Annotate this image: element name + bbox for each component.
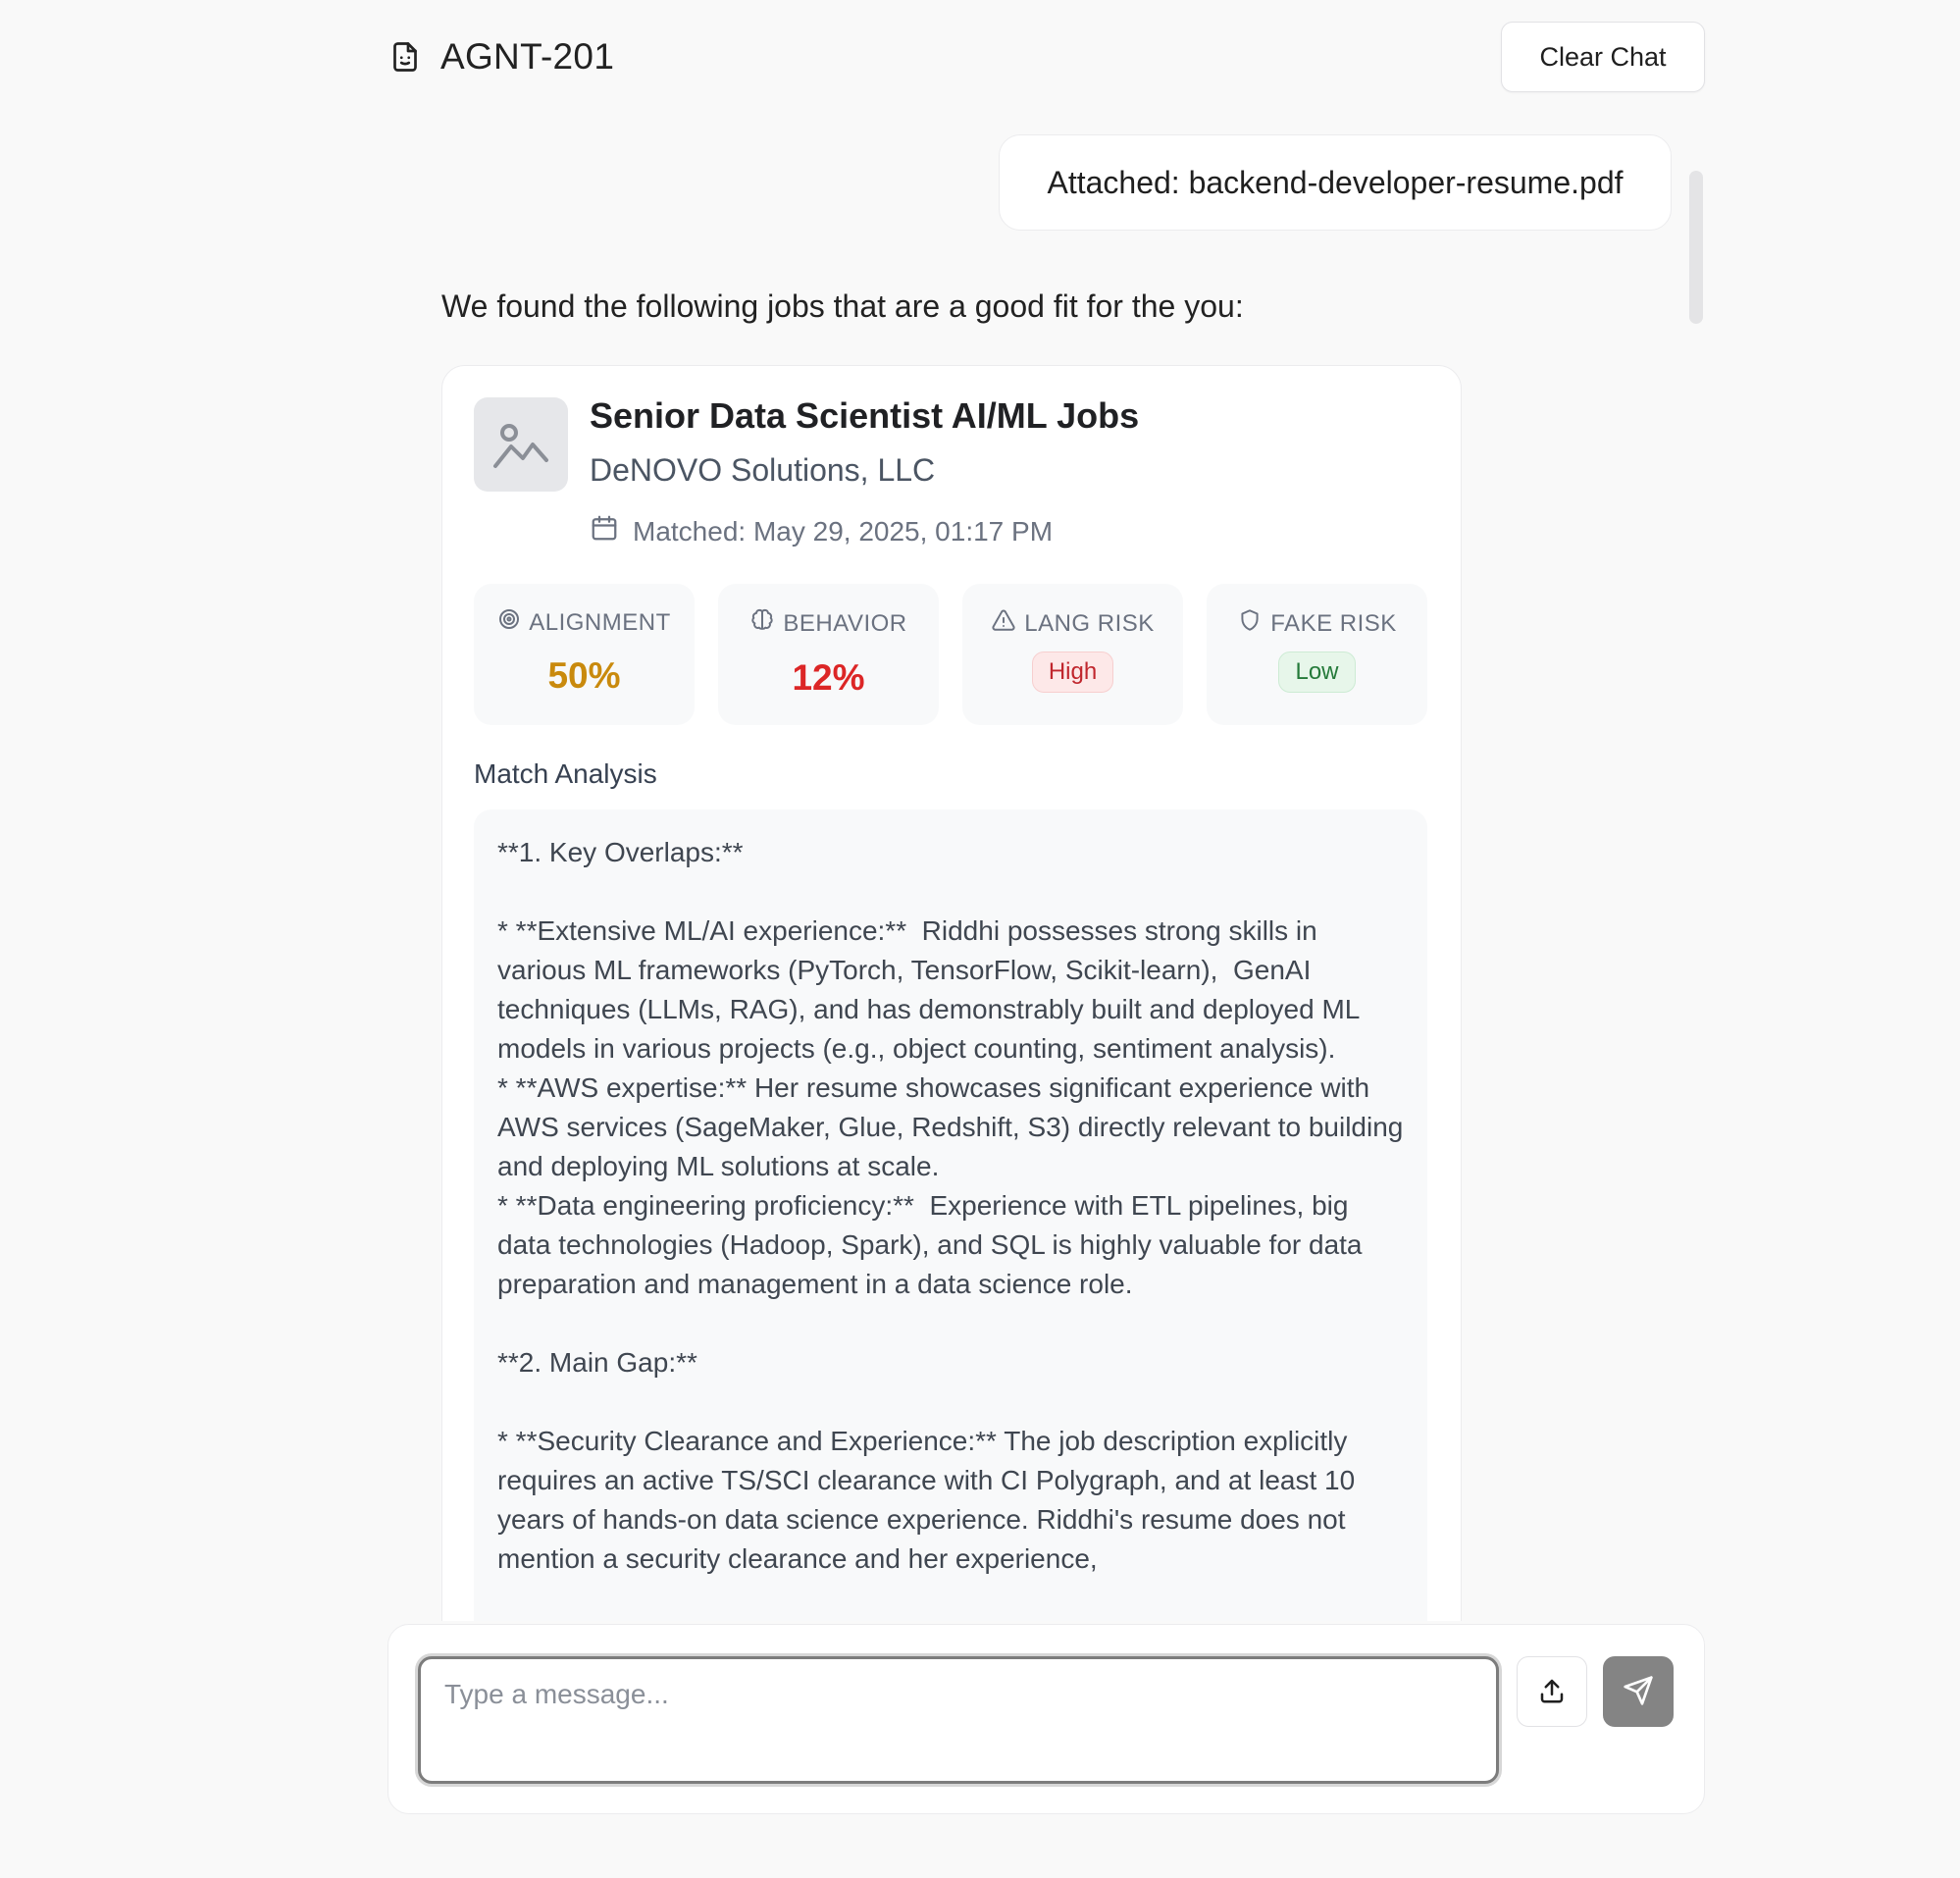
clear-chat-button[interactable]: Clear Chat [1501, 22, 1705, 92]
app-title: AGNT-201 [440, 36, 615, 77]
file-smile-icon [387, 39, 423, 75]
metric-alignment-value: 50% [547, 655, 621, 696]
metrics-row [474, 584, 1427, 725]
message-input[interactable] [418, 1656, 1499, 1784]
upload-button[interactable] [1517, 1656, 1587, 1727]
matched-text: Matched: May 29, 2025, 01:17 PM [633, 515, 1054, 547]
send-icon [1623, 1675, 1654, 1709]
metric-fake-risk-label: FAKE RISK [1270, 609, 1397, 637]
metric-behavior-label: BEHAVIOR [783, 609, 907, 637]
job-title: Senior Data Scientist AI/ML Jobs [590, 395, 1140, 436]
match-analysis-heading: Match Analysis [474, 758, 657, 789]
brain-icon [749, 607, 775, 640]
user-message-text: Attached: backend-developer-resume.pdf [1047, 164, 1624, 200]
calendar-icon [590, 513, 619, 549]
metric-lang-risk [962, 584, 1183, 725]
shield-icon [1237, 607, 1263, 640]
brand [387, 36, 614, 78]
image-placeholder-icon [474, 397, 568, 492]
warning-triangle-icon [991, 607, 1016, 640]
upload-icon [1537, 1676, 1567, 1708]
target-icon [497, 607, 521, 638]
message-composer [387, 1624, 1705, 1814]
job-company: DeNOVO Solutions, LLC [590, 452, 936, 488]
chat-messages [387, 130, 1705, 1621]
fake-risk-badge: Low [1278, 652, 1355, 693]
metric-lang-risk-label: LANG RISK [1024, 609, 1155, 637]
send-button[interactable] [1603, 1656, 1674, 1727]
job-matched-date [590, 513, 1053, 549]
header [387, 22, 1705, 92]
job-card [441, 365, 1462, 1621]
bot-intro-text: We found the following jobs that are a good fit for the you: [441, 288, 1244, 324]
metric-behavior-value: 12% [792, 657, 865, 698]
metric-alignment-label: ALIGNMENT [529, 608, 671, 636]
metric-alignment [474, 584, 695, 725]
user-message-bubble [999, 134, 1672, 231]
metric-fake-risk [1207, 584, 1427, 725]
match-analysis-text: **1. Key Overlaps:** * **Extensive ML/AI experience:** Riddhi possesses strong skills in various ML frameworks (PyTorch, TensorFlow, Scikit-learn), GenAI techniques (LLMs, RAG), and has demonstrably built and deployed ML models in various projects (e.g., object counting, sentiment analysis). * **AWS expertise:** Her resume showcases significant experience with AWS services (SageMaker, Glue, Redshift, S3) directly relevant to building and deploying ML solutions at scale. * **Data engineering proficiency:** Experience with ETL pipelines, big data technologies (Hadoop, Spark), and SQL is highly valuable for data preparation and management in a data science role. **2. Main Gap:** * **Security Clearance and Experience:** The job description explicitly requires an active TS/SCI clearance with CI Polygraph, and at least 10 years of hands-on data science experience. Riddhi's resume does not mention a security clearance and her experience, [474, 809, 1427, 1621]
metric-behavior [718, 584, 939, 725]
lang-risk-badge: High [1032, 652, 1113, 693]
